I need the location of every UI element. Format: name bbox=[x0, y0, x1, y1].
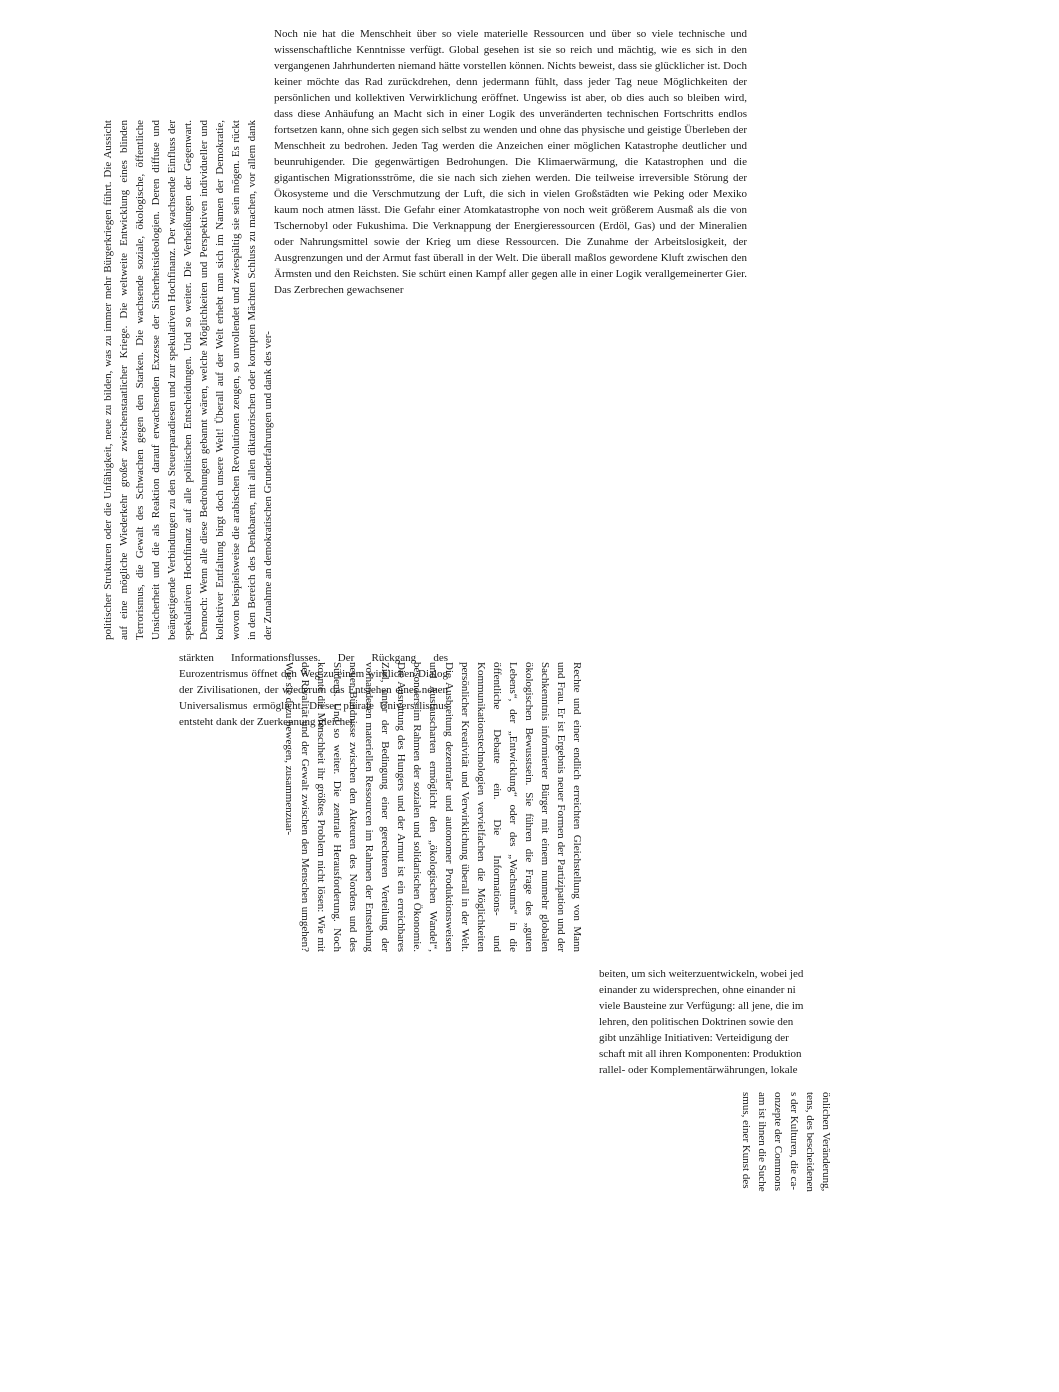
text-line: s der Kulturen, die ca- bbox=[788, 1092, 800, 1191]
text-line: am ist ihnen die Suche bbox=[756, 1092, 768, 1192]
text-line: lehren, den politischen Doktrinen sowie den bbox=[599, 1016, 794, 1028]
text-block-rotated-left: politischer Strukturen oder die Unfähigkeit, neue zu bilden, was zu immer mehr Bürgerkriegen führt. Die Aussicht auf eine mögliche Wiederkehr großer zwischenstaatlicher Kriege. Die weltweite Entwicklung eines blinden Terrorismus, die Gewalt des Schwachen gegen den Starken. Die wachsende soziale, ökologische, öffentliche Unsicherheit und die als Reaktion darauf erwachsenden Exzesse der Sicherheitsideologien. Deren diffuse und beängstigende Verbindungen zu den Steuerparadiesen und zur spekulativen Hochfinanz. Der wachsende Einfluss der spekulativen Hochfinanz auf alle politischen Entscheidungen. Und so weiter. Die Verheißungen der Gegenwart. Dennoch: Wenn alle diese Bedrohungen gebannt wären, welche Möglichkeiten und Perspektiven individueller und kollektiver Entfaltung birgt doch unsere Welt! Überall auf der Welt erhebt man sich im Namen der Demokratie, wovon beispielsweise die arabischen Revolutionen zeugen, so unvollendet und zwiespältig sie sein mögen. Es rückt in den Bereich des Denkbaren, mit allen diktatorischen oder korrupten Mächten Schluss zu machen, vor allem dank der Zunahme an demokratischen Grunderfahrungen und dank des ver- bbox=[102, 120, 274, 640]
text-line: tens, des bescheidenen bbox=[804, 1092, 816, 1192]
text-line: viele Bausteine zur Verfügung: all jene, die im bbox=[599, 1000, 804, 1012]
text-line: beiten, um sich weiterzuentwickeln, wobei jed bbox=[599, 968, 804, 980]
text-line: onzepte der Commons bbox=[772, 1092, 784, 1191]
text-block-rotated-middle: Rechte und einer endlich erreichten Gleichstellung von Mann und Frau. Er ist Ergebnis neuer Formen der Partizipation und der Sachkenntnis informierter Bürger mit einem nunmehr globalen ökologischen Bewusstsein. Sie führen die Frage des „guten Lebens“, der „Entwicklung“ oder des „Wachstums“ in die öffentliche Debatte ein. Die Informations- und Kommunikationstechnologien vervielfachen die Möglichkeiten persönlicher Kreativität und Verwirklichung überall in der Welt. Die Ausbreitung dezentraler und autonomer Produktionsweisen und Austauscharten ermöglicht den „ökologischen Wandel“, besonders im Rahmen der sozialen und solidarischen Ökonomie. Die Ausrottung des Hungers und der Armut ist ein erreichbares Ziel, unter der Bedingung einer gerechteren Verteilung der vorhandenen materiellen Ressourcen im Rahmen der Entstehung neuer Bündnisse zwischen den Akteuren des Nordens und des Südens. Und so weiter. Die zentrale Herausforderung. Noch konnte die Menschheit ihr größtes Problem nicht lösen: Wie mit der Rivalität und der Gewalt zwischen den Menschen umgehen? Wie sie dazu bewegen, zusammenzuar- bbox=[283, 662, 583, 952]
text-line: schaft mit all ihren Komponenten: Produktion bbox=[599, 1048, 802, 1060]
text-line: smus, einer Kunst des bbox=[740, 1092, 752, 1189]
text-line: önlichen Veränderung, bbox=[820, 1092, 832, 1192]
text-line: gibt unzählige Initiativen: Verteidigung der bbox=[599, 1032, 789, 1044]
text-block-rotated-bottom-right bbox=[719, 1092, 834, 1392]
text-block-middle-left: stärkten Informationsflusses. Der Rückgang des Eurozentrismus öffnet den Weg zu einem wirklichen Dialog der Zivilisationen, der wiederum das Entstehen eines neuen Universalismus ermöglicht. Dieser plurale Universalismus entsteht dank der Zuerkennung gleicher bbox=[179, 652, 448, 728]
text-line: einander zu widersprechen, ohne einander ni bbox=[599, 984, 796, 996]
text-block-lower-right bbox=[599, 966, 1059, 1078]
text-block-top-right: Noch nie hat die Menschheit über so viele materielle Ressourcen und über so viele technische und wissenschaftliche Kenntnisse verfügt. Global gesehen ist sie so reich und mächtig, wie es sich in den vergangenen Jahrhunderten niemand hätte vorstellen können. Nichts beweist, dass sie glücklicher ist. Doch keiner möchte das Rad zurückdrehen, denn jedermann fühlt, dass jeder Tag neue Möglichkeiten der persönlichen und kollektiven Verwirklichung eröffnet. Ungewiss ist aber, ob dies auch so bleiben wird, dass diese Anhäufung an Macht sich in einer Logik des unveränderten technischen Fortschritts endlos fortsetzen kann, ohne sich gegen sich selbst zu wenden und ohne das physische und geistige Überleben der Menschheit zu bedrohen. Jeden Tag werden die Anzeichen einer möglichen Katastrophe deutlicher und beunruhigender. Die gegenwärtigen Bedrohungen. Die Klimaerwärmung, die Katastrophen und die gigantischen Migrationsströme, die sie nach sich ziehen werden. Die teilweise irreversible Störung der Ökosysteme und die Verschmutzung der Luft, die sich in vielen Großstädten wie Peking oder Mexiko kaum noch atmen lässt. Die Gefahr einer Atomkatastrophe von noch weit größerem Ausmaß als die von Tschernobyl oder Fukushima. Die Verknappung der Energieressourcen (Erdöl, Gas) und der Mineralien oder Nahrungsmittel sowie der Krieg um diese Ressourcen. Die Zunahme der Arbeitslosigkeit, der Ausgrenzungen und der Armut fast überall in der Welt. Die überall maßlos gewordene Kluft zwischen den Ärmsten und den Reichsten. Sie schürt einen Kampf aller gegen alle in einer Logik verallgemeinerter Gier. Das Zerbrechen gewachsener bbox=[274, 28, 747, 296]
text-line: rallel- oder Komplementärwährungen, lokale bbox=[599, 1064, 798, 1076]
